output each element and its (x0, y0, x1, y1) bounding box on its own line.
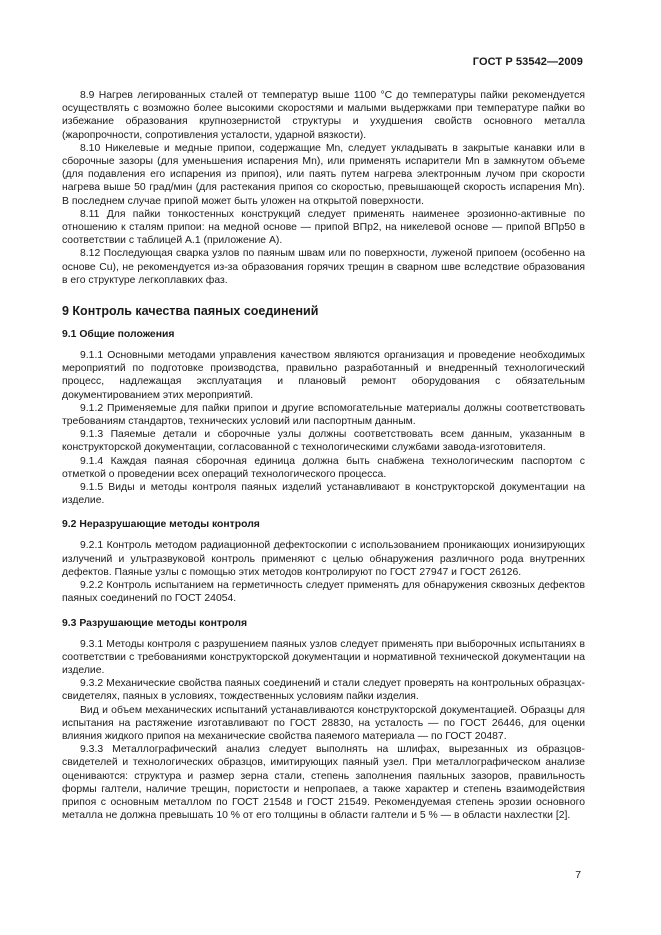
paragraph-9-1-5: 9.1.5 Виды и методы контроля паяных изделий устанавливают в конструкторской документации на изделие. (62, 482, 585, 507)
paragraph-9-1-4: 9.1.4 Каждая паяная сборочная единица должна быть снабжена технологическим паспортом с отметкой о проведении всех операций технологического процесса. (62, 455, 585, 480)
page-number: 7 (575, 870, 581, 881)
paragraph-8-10: 8.10 Никелевые и медные припои, содержащие Mn, следует укладывать в закрытые канавки или в сборочные зазоры (для уменьшения испарения Mn), или применять испарители Mn в замкнутом объеме (для подавления его испарения из припоя), или паять путем нагрева электронным лучом при скорости нагрева выше 50 град/мин (для растекания припоя со скоростью, превышающей скорость испарения Mn). В последнем случае припой может быть уложен на открытой поверхности. (62, 142, 585, 207)
section-9-2-heading: 9.2 Неразрушающие методы контроля (62, 519, 260, 531)
paragraph-9-3-1: 9.3.1 Методы контроля с разрушением паяных узлов следует применять при выборочных испытаниях в соответствии с требованиями конструкторской документации и нормативной технической документации на изделие. (62, 638, 585, 676)
paragraph-9-1-1: 9.1.1 Основными методами управления качеством являются организация и проведение необходимых мероприятий по подготовке производства, правильно разработанный и внедренный технологический процесс, надлежащая эксплуатация и плановый ремонт оборудования с обязательным документированием этих мероприятий. (62, 350, 585, 401)
paragraph-8-12: 8.12 Последующая сварка узлов по паяным швам или по поверхности, луженой припоем (особенно на основе Cu), не рекомендуется из-за образования горячих трещин в сварном шве вследствие образования в его структуре легкоплавких фаз. (62, 248, 585, 286)
document-code: ГОСТ Р 53542—2009 (472, 56, 583, 68)
paragraph-8-11: 8.11 Для пайки тонкостенных конструкций следует применять наименее эрозионно-активные по отношению к сталям припои: на медной основе — припой ВПр2, на никелевой основе — припой ВПр50 в соответствии с таблицей А.1 (приложение А). (62, 208, 585, 247)
paragraph-9-1-3: 9.1.3 Паяемые детали и сборочные узлы должны соответствовать всем данным, указанным в конструкторской документации, согласованной с технологическими службами завода-изготовителя. (62, 429, 585, 454)
paragraph-9-2-2: 9.2.2 Контроль испытанием на герметичность следует применять для обнаружения сквозных дефектов паяных соединений по ГОСТ 24054. (62, 580, 585, 605)
paragraph-8-9: 8.9 Нагрев легированных сталей от температур выше 1100 °С до температуры пайки рекомендуется осуществлять с возможно более высокими скоростями и малыми выдержками при температуре пайки во избежание образования крупнозернистой структуры и ухудшения свойств основного металла (жаропрочности, сопротивления усталости, ударной вязкости). (62, 90, 585, 141)
paragraph-9-3-2-continued: Вид и объем механических испытаний устанавливаются конструкторской документацией. Образцы для испытания на растяжение изготавливают по ГОСТ 28830, на усталость — по ГОСТ 26446, для оценки влияния жидкого припоя на механические свойства паяемого материала — по ГОСТ 20487. (62, 704, 585, 742)
paragraph-9-3-2: 9.3.2 Механические свойства паяных соединений и стали следует проверять на контрольных образцах-свидетелях, паяных в условиях, тождественных условиям пайки изделия. (62, 678, 585, 703)
section-9-1-heading: 9.1 Общие положения (62, 329, 175, 341)
paragraph-9-2-1: 9.2.1 Контроль методом радиационной дефектоскопии с использованием проникающих ионизирующих излучений и ультразвуковой контроль применяют с целью обнаружения различного рода внутренних дефектов. Паяные узлы с помощью этих методов контролируют по ГОСТ 27947 и ГОСТ 26126. (62, 540, 585, 578)
paragraph-9-3-3: 9.3.3 Металлографический анализ следует выполнять на шлифах, вырезанных из образцов-свидетелей и технологических образцов, имитирующих паяный узел. При металлографическом анализе оцениваются: структура и размер зерна стали, степень заполнения паяльных зазоров, правильность формы галтели, наличие трещин, пористости и непропаев, а также характер и степень взаимодействия припоя с основным металлом по ГОСТ 21548 и ГОСТ 21549. Рекомендуемая степень эрозии основного металла не должна превышать 10 % от его толщины в области галтели и 5 % — в области нахлестки [2]. (62, 744, 585, 822)
paragraph-9-1-2: 9.1.2 Применяемые для пайки припои и другие вспомогательные материалы должны соответствовать требованиям стандартов, технических условий или паспортным данным. (62, 402, 585, 428)
section-9-heading: 9 Контроль качества паяных соединений (62, 304, 319, 319)
page-content (62, 89, 585, 822)
section-9-3-heading: 9.3 Разрушающие методы контроля (62, 617, 248, 629)
